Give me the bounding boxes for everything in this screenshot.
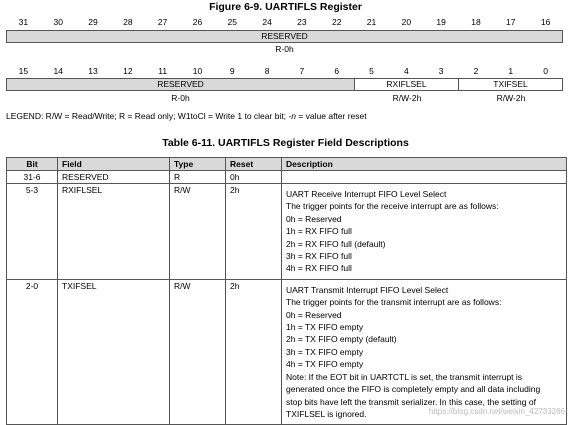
cell-reset: 2h bbox=[226, 184, 282, 280]
bit-number: 1 bbox=[508, 66, 514, 76]
description-line: UART Receive Interrupt FIFO Level Select bbox=[286, 189, 447, 199]
description-line: 1h = RX FIFO full bbox=[286, 226, 352, 237]
cell-bit: 2-0 bbox=[7, 279, 58, 424]
bit-number: 13 bbox=[88, 66, 98, 76]
bit-number: 16 bbox=[540, 17, 551, 27]
description-line: 1h = TX FIFO empty bbox=[286, 322, 364, 333]
legend bbox=[6, 111, 367, 121]
bit-number: 25 bbox=[227, 17, 238, 27]
bit-number: 17 bbox=[506, 17, 516, 27]
bit-number: 10 bbox=[192, 66, 203, 76]
description-line: 4h = TX FIFO empty bbox=[286, 359, 364, 370]
bit-number: 19 bbox=[436, 17, 446, 27]
bit-number: 20 bbox=[401, 17, 412, 27]
reserved-access-lower: R-0h bbox=[171, 93, 190, 103]
reserved-field-lower: RESERVED bbox=[6, 78, 355, 91]
cell-description bbox=[282, 171, 567, 184]
description-line: UART Transmit Interrupt FIFO Level Select bbox=[286, 284, 449, 295]
description-line: 3h = RX FIFO full bbox=[286, 251, 352, 262]
description-line: 0h = Reserved bbox=[286, 213, 342, 224]
header-bit: Bit bbox=[7, 158, 58, 171]
description-line: The trigger points for the transmit interrupt are as follows: bbox=[286, 297, 502, 308]
figure-title: Figure 6-9. UARTIFLS Register bbox=[209, 1, 362, 13]
rxiflsel-access: R/W-2h bbox=[392, 93, 422, 103]
legend-n: -n bbox=[288, 111, 296, 121]
description-line: 2h = TX FIFO empty (default) bbox=[286, 334, 397, 345]
bit-number: 27 bbox=[157, 17, 168, 27]
cell-description bbox=[282, 184, 567, 280]
upper-register-row bbox=[6, 30, 563, 43]
cell-reset: 2h bbox=[226, 279, 282, 424]
bit-number: 28 bbox=[123, 17, 133, 27]
cell-type: R/W bbox=[170, 184, 226, 280]
cell-type: R/W bbox=[170, 279, 226, 424]
bit-number: 23 bbox=[297, 17, 307, 27]
bit-number: 14 bbox=[53, 66, 63, 76]
bit-number: 8 bbox=[264, 66, 270, 76]
field-description-table bbox=[6, 157, 567, 425]
table-row bbox=[7, 279, 567, 424]
bit-number: 18 bbox=[471, 17, 481, 27]
legend-text: LEGEND: R/W = Read/Write; R = Read only; W1toCl = Write 1 to clear bit; bbox=[6, 111, 289, 121]
bit-number: 0 bbox=[543, 66, 548, 76]
header-description: Description bbox=[282, 158, 567, 171]
bit-number: 2 bbox=[473, 66, 479, 76]
cell-description bbox=[282, 279, 567, 424]
description-line: 2h = RX FIFO full (default) bbox=[286, 238, 386, 249]
bit-number: 22 bbox=[331, 17, 342, 27]
bit-number: 9 bbox=[229, 66, 235, 76]
reserved-access-upper: R-0h bbox=[275, 44, 294, 54]
description-line: TXIFLSEL is ignored. bbox=[286, 408, 367, 419]
description-line: 4h = RX FIFO full bbox=[286, 263, 352, 274]
bit-number: 7 bbox=[299, 66, 305, 76]
bit-number: 5 bbox=[369, 66, 374, 76]
bit-number: 11 bbox=[158, 66, 168, 76]
description-line: Note: If the EOT bit in UARTCTL is set, the transmit interrupt is bbox=[286, 371, 523, 382]
lower-bit-numbers bbox=[6, 66, 563, 76]
legend-tail: = value after reset bbox=[295, 111, 367, 121]
upper-bit-numbers bbox=[6, 17, 563, 27]
bit-number: 24 bbox=[262, 17, 272, 27]
bit-number: 15 bbox=[18, 66, 29, 76]
bit-number: 26 bbox=[192, 17, 203, 27]
bit-number: 30 bbox=[53, 17, 63, 27]
cell-field: TXIFSEL bbox=[58, 279, 170, 424]
txifsel-field: TXIFSEL bbox=[458, 78, 563, 91]
description-line: 0h = Reserved bbox=[286, 309, 342, 320]
description-line: The trigger points for the receive interrupt are as follows: bbox=[286, 201, 499, 212]
lower-register-row bbox=[6, 78, 563, 91]
lower-access-row bbox=[6, 93, 563, 103]
bit-number: 3 bbox=[438, 66, 444, 76]
txifsel-access: R/W-2h bbox=[496, 93, 526, 103]
cell-bit: 31-6 bbox=[7, 171, 58, 184]
reserved-field-upper: RESERVED bbox=[6, 30, 563, 43]
bit-number: 21 bbox=[366, 17, 377, 27]
description-line: 3h = TX FIFO empty bbox=[286, 346, 364, 357]
header-field: Field bbox=[58, 158, 170, 171]
watermark: https://blog.csdn.net/weixin_42733266 bbox=[428, 407, 565, 416]
header-reset: Reset bbox=[226, 158, 282, 171]
table-row bbox=[7, 171, 567, 184]
table-title: Table 6-11. UARTIFLS Register Field Descriptions bbox=[162, 137, 409, 149]
rxiflsel-field: RXIFLSEL bbox=[354, 78, 459, 91]
cell-field: RXIFLSEL bbox=[58, 184, 170, 280]
header-type: Type bbox=[170, 158, 226, 171]
table-header-row bbox=[7, 158, 567, 171]
cell-bit: 5-3 bbox=[7, 184, 58, 280]
cell-reset: 0h bbox=[226, 171, 282, 184]
bit-number: 12 bbox=[123, 66, 133, 76]
bit-number: 31 bbox=[18, 17, 29, 27]
cell-type: R bbox=[170, 171, 226, 184]
upper-access-row bbox=[6, 44, 563, 54]
bit-number: 29 bbox=[88, 17, 98, 27]
description-line: stop bits have left the transmit serializer. In this case, the setting of bbox=[286, 396, 536, 407]
table-row bbox=[7, 184, 567, 280]
bit-number: 6 bbox=[334, 66, 340, 76]
bit-number: 4 bbox=[403, 66, 409, 76]
cell-field: RESERVED bbox=[58, 171, 170, 184]
description-line: generated once the FIFO is completely empty and all data including bbox=[286, 384, 541, 395]
